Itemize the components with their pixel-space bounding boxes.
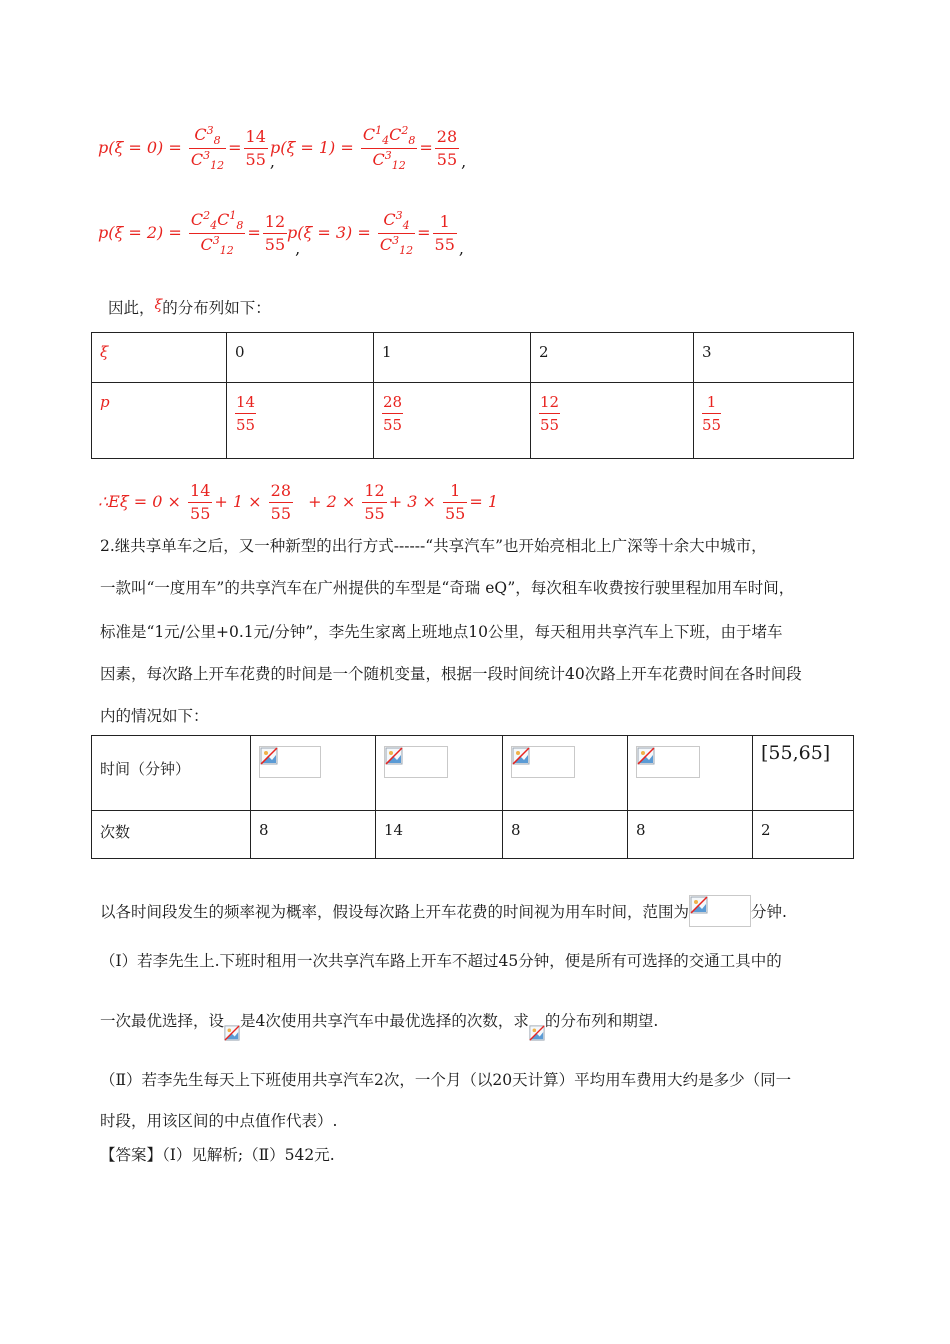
count-value: 8 bbox=[628, 811, 753, 859]
xi-value: 2 bbox=[531, 333, 694, 383]
combination-fraction: $\frac{C^3_8}{C^3_{12}}$ bbox=[190, 124, 225, 172]
question-2-line: 时段，用该区间的中点值作代表）. bbox=[100, 1112, 338, 1130]
prob-cell: $\frac{12}{55}$ bbox=[531, 383, 694, 459]
eq-p-xi-0: p(ξ = 0) = $\frac{C^3_8}{C^3_{12}}$ = $\frac{14}{55}$ , bbox=[98, 124, 275, 172]
question-2-line: （Ⅱ）若李先生每天上下班使用共享汽车2次，一个月（以20天计算）平均用车费用大约是多少（同一 bbox=[100, 1071, 792, 1089]
interval-cell bbox=[628, 736, 753, 811]
interval-cell bbox=[503, 736, 628, 811]
eq-p-xi-3: p(ξ = 3) = $\frac{C^3_4}{C^3_{12}}$ = $\frac{1}{55}$ , bbox=[287, 209, 464, 258]
prob-cell: $\frac{1}{55}$ bbox=[694, 383, 854, 459]
result-fraction: $\frac{14}{55}$ bbox=[245, 127, 266, 169]
count-value: 2 bbox=[753, 811, 854, 859]
prob-cell: $\frac{14}{55}$ bbox=[227, 383, 374, 459]
broken-image-icon bbox=[384, 746, 448, 778]
table-row bbox=[92, 736, 854, 811]
problem-line: 标准是“1元/公里+0.1元/分钟”，李先生家离上班地点10公里，每天租用共享汽车上下班，由于堵车 bbox=[100, 623, 783, 641]
question-1-line: （Ⅰ）若李先生上.下班时租用一次共享汽车路上开车不超过45分钟，便是所有可选择的交通工具中的 bbox=[100, 952, 782, 970]
problem-line: 因素，每次路上开车花费的时间是一个随机变量，根据一段时间统计40次路上开车花费时间在各时间段 bbox=[100, 665, 802, 683]
eq-lhs: p(ξ = 2) = bbox=[98, 223, 182, 242]
result-fraction: $\frac{28}{55}$ bbox=[436, 127, 458, 169]
assumption-line: 以各时间段发生的频率视为概率，假设每次路上开车花费的时间视为用车时间，范围为 分钟. bbox=[100, 895, 870, 927]
broken-image-icon bbox=[259, 746, 321, 778]
combination-fraction: $\frac{C^1_4C^2_8}{C^3_{12}}$ bbox=[362, 124, 416, 172]
prob-cell: $\frac{28}{55}$ bbox=[374, 383, 531, 459]
broken-image-icon bbox=[529, 1012, 545, 1042]
count-value: 8 bbox=[251, 811, 376, 859]
problem-line: 2.继共享单车之后，又一种新型的出行方式------“共享汽车”也开始亮相北上广深等十余大中城市， bbox=[100, 537, 767, 555]
xi-value: 0 bbox=[227, 333, 374, 383]
result-fraction: $\frac{12}{55}$ bbox=[264, 212, 286, 254]
answer-label: 【答案】 bbox=[100, 1146, 163, 1164]
answer-line bbox=[100, 1144, 870, 1166]
problem-line: 一款叫“一度用车”的共享汽车在广州提供的车型是“奇瑞 eQ”，每次租车收费按行驶里程加用车时间， bbox=[100, 579, 795, 597]
eq-p-xi-1: p(ξ = 1) = $\frac{C^1_4C^2_8}{C^3_{12}}$ = $\frac{28}{55}$ , bbox=[270, 124, 467, 172]
broken-image-icon bbox=[511, 746, 575, 778]
table-row bbox=[92, 383, 854, 459]
p-label: p bbox=[92, 383, 227, 459]
eq-lhs: p(ξ = 0) = bbox=[98, 138, 182, 157]
count-value: 8 bbox=[503, 811, 628, 859]
table-row bbox=[92, 333, 854, 383]
question-1-line2: 一次最优选择，设 是4次使用共享汽车中最优选择的次数，求 的分布列和期望. bbox=[100, 1010, 870, 1042]
interval-cell bbox=[251, 736, 376, 811]
eq-lhs: p(ξ = 3) = bbox=[287, 223, 371, 242]
expectation-formula: ∴Eξ = 0 × $\frac{14}{55}$ + 1 × $\frac{28}{55}$ + 2 × $\frac{12}{55}$ + 3 × $\frac{1}{55}$ = 1 bbox=[98, 481, 499, 523]
combination-fraction: $\frac{C^3_4}{C^3_{12}}$ bbox=[379, 209, 414, 257]
time-table bbox=[91, 735, 854, 859]
interval-cell bbox=[376, 736, 503, 811]
distribution-table bbox=[91, 332, 854, 459]
time-label: 时间（分钟） bbox=[92, 736, 251, 811]
broken-image-icon bbox=[224, 1012, 240, 1042]
combination-fraction: $\frac{C^2_4C^1_8}{C^3_{12}}$ bbox=[190, 209, 244, 257]
interval-55-65: [55,65] bbox=[753, 736, 854, 811]
broken-image-icon bbox=[636, 746, 700, 778]
distribution-intro: 因此，ξ的分布列如下： bbox=[108, 297, 271, 317]
count-label: 次数 bbox=[92, 811, 251, 859]
xi-value: 3 bbox=[694, 333, 854, 383]
count-value: 14 bbox=[376, 811, 503, 859]
eq-p-xi-2: p(ξ = 2) = $\frac{C^2_4C^1_8}{C^3_{12}}$ = $\frac{12}{55}$ , bbox=[98, 209, 301, 258]
answer-text: （Ⅰ）见解析;（Ⅱ）542元. bbox=[162, 1146, 335, 1164]
broken-image-icon bbox=[689, 895, 751, 927]
table-row bbox=[92, 811, 854, 859]
result-fraction: $\frac{1}{55}$ bbox=[434, 212, 455, 254]
eq-lhs: p(ξ = 1) = bbox=[270, 138, 354, 157]
problem-line: 内的情况如下： bbox=[100, 707, 209, 725]
xi-label: ξ bbox=[92, 333, 227, 383]
xi-value: 1 bbox=[374, 333, 531, 383]
